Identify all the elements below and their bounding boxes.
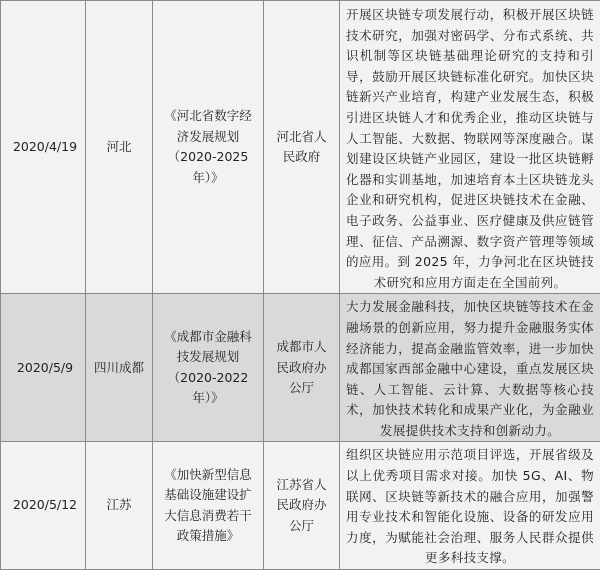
content-cell: 组织区块链应用示范项目评选，开展省级及以上优秀项目需求对接。加快 5G、AI、物联网、区块链等新技术的融合应用，加强警用专业技术和智能化设施、设备的研发应用力度，为赋能社会治理、服务人民群众提供更多科技支撑。: [340, 442, 600, 570]
policy-cell: 《成都市金融科技发展规划（2020-2022 年）》: [153, 294, 264, 442]
department-cell: 成都市人民政府办公厅: [264, 294, 340, 442]
table-row: [1, 442, 600, 570]
table-row: [1, 1, 600, 294]
date-cell: 2020/5/12: [1, 442, 86, 570]
date-cell: 2020/4/19: [1, 1, 86, 294]
content-cell: 大力发展金融科技，加快区块链等技术在金融场景的创新应用，努力提升金融服务实体经济能力，提高金融监管效率，进一步加快成都国家西部金融中心建设，重点发展区块链、人工智能、云计算、大数据等核心技术，加快技术转化和成果产业化，为金融业发展提供技术支持和创新动力。: [340, 294, 600, 442]
department-cell: 江苏省人民政府办公厅: [264, 442, 340, 570]
region-cell: 四川成都: [86, 294, 153, 442]
policy-cell: 《加快新型信息基础设施建设扩大信息消费若干政策措施》: [153, 442, 264, 570]
content-cell: 开展区块链专项发展行动，积极开展区块链技术研究，加强对密码学、分布式系统、共识机制等区块链基础理论研究的支持和引导，鼓励开展区块链标准化研究。加快区块链新兴产业培育，构建产业发展生态，积极引进区块链人才和优秀企业，推动区块链与人工智能、大数据、物联网等深度融合。谋划建设区块链产业园区，建设一批区块链孵化器和实训基地，加速培育本土区块链龙头企业和研究机构，促进区块链技术在金融、电子政务、公益事业、医疗健康及供应链管理、征信、产品溯源、数字资产管理等领域的应用。到 2025 年，力争河北在区块链技术研究和应用方面走在全国前列。: [340, 1, 600, 294]
region-cell: 江苏: [86, 442, 153, 570]
department-cell: 河北省人民政府: [264, 1, 340, 294]
policy-cell: 《河北省数字经济发展规划（2020-2025 年）》: [153, 1, 264, 294]
region-cell: 河北: [86, 1, 153, 294]
date-cell: 2020/5/9: [1, 294, 86, 442]
table-row: [1, 294, 600, 442]
